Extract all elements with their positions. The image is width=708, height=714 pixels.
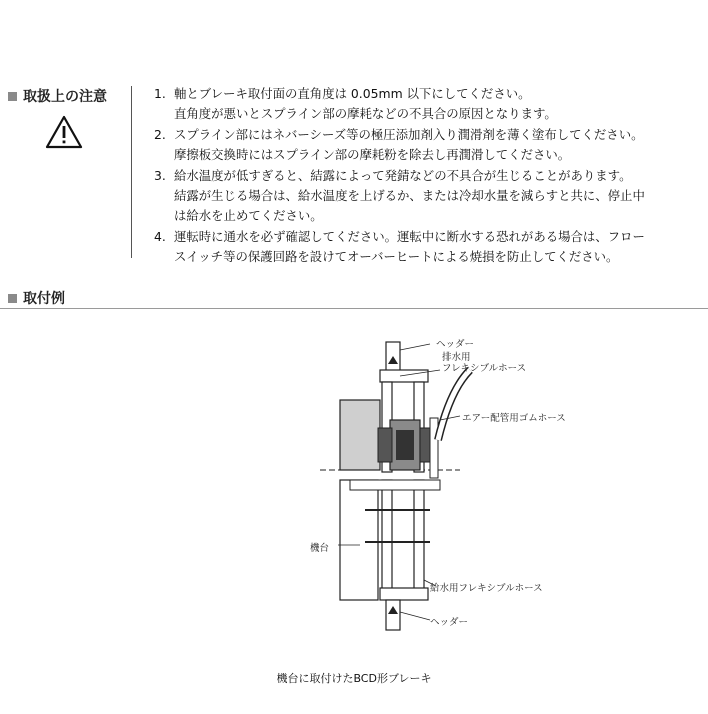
example-title: 取付例 — [23, 291, 65, 307]
precaution-line: スプライン部にはネバーシーズ等の極圧添加剤入り潤滑剤を薄く塗布してください。 — [174, 127, 644, 143]
precaution-number: 3. — [154, 168, 166, 184]
precaution-number: 4. — [154, 229, 166, 245]
precaution-item — [154, 125, 694, 164]
divider-line — [131, 86, 132, 258]
section-rule — [0, 308, 708, 309]
precaution-number: 2. — [154, 127, 166, 143]
precaution-item — [154, 84, 694, 123]
precaution-line: スイッチ等の保護回路を設けてオーバーヒートによる焼損を防止してください。 — [174, 248, 619, 264]
example-heading — [8, 288, 65, 308]
label-header-bottom: ヘッダー — [430, 617, 469, 628]
diagram-caption: 機台に取付けたBCD形ブレーキ — [276, 672, 432, 685]
heading-marker — [8, 92, 17, 101]
precaution-item — [154, 166, 694, 225]
warning-icon — [44, 114, 84, 150]
precaution-line: 直角度が悪いとスプライン部の摩耗などの不具合の原因となります。 — [174, 105, 557, 121]
label-base: 機台 — [310, 543, 330, 554]
label-drain-hose: 排水用 フレキシブルホース — [442, 352, 527, 374]
precaution-item — [154, 227, 694, 266]
precaution-line: 摩擦板交換時にはスプライン部の摩耗粉を除去し再潤滑してください。 — [174, 146, 571, 162]
heading-marker — [8, 294, 17, 303]
label-supply-hose: 給水用フレキシブルホース — [430, 583, 543, 594]
precaution-line: は給水を止めてください。 — [174, 207, 323, 223]
precautions-title: 取扱上の注意 — [23, 89, 107, 105]
precaution-number: 1. — [154, 86, 166, 101]
precaution-line: 運転時に通水を必ず確認してください。運転中に断水する恐れがある場合は、フロー — [174, 229, 645, 245]
precaution-line: 給水温度が低すぎると、結露によって発錆などの不具合が生じることがあります。 — [174, 168, 632, 184]
precautions-heading — [8, 86, 107, 106]
installation-diagram — [290, 330, 580, 650]
precautions-list — [154, 84, 694, 268]
label-air-hose: エアー配管用ゴムホース — [462, 413, 566, 424]
brake-drawing — [290, 330, 580, 650]
precaution-line: 結露が生じる場合は、給水温度を上げるか、または冷却水量を減らすと共に、停止中 — [174, 187, 645, 203]
precaution-line: 軸とブレーキ取付面の直角度は 0.05mm 以下にしてください。 — [174, 86, 531, 101]
label-header-top: ヘッダー — [436, 339, 475, 350]
